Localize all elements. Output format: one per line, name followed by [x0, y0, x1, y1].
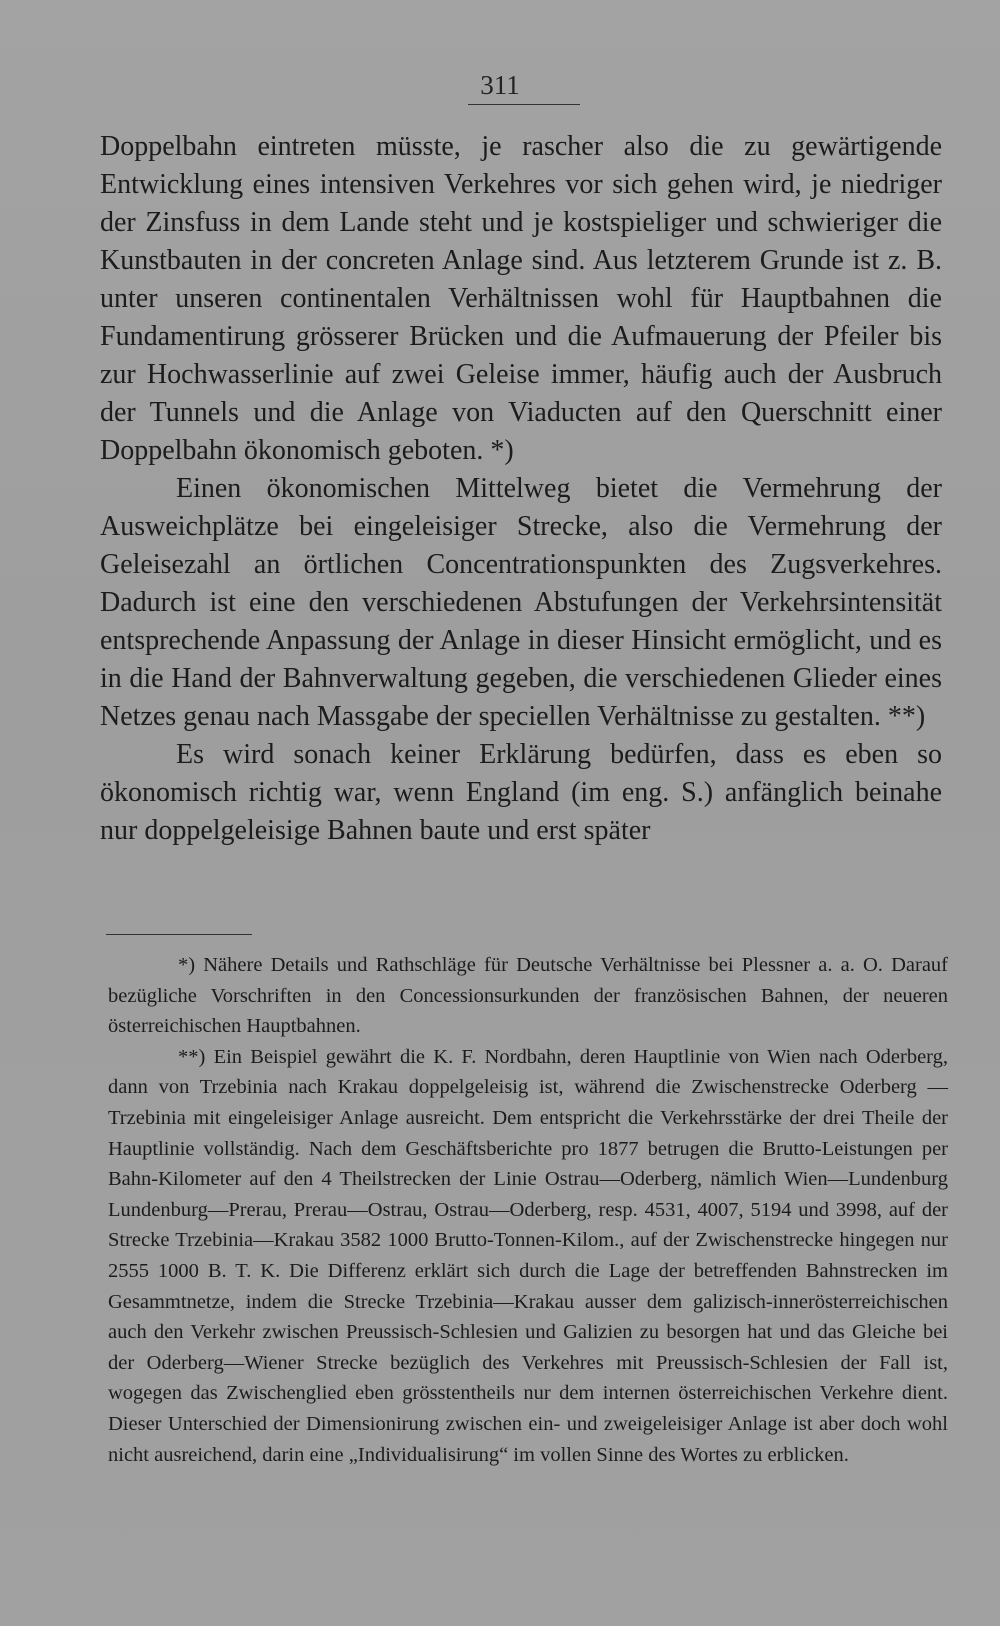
footnote-separator — [106, 934, 252, 935]
paragraph-1: Doppelbahn eintreten müsste, je rascher also die zu gewärtigende Entwicklung eines intensiven Verkehres vor sich gehen wird, je niedriger der Zinsfuss in dem Lande steht und je kostspieliger und schwieriger die Kunstbauten in der concreten Anlage sind. Aus letzterem Grunde ist z. B. unter unseren continentalen Verhältnissen wohl für Hauptbahnen die Fundamentirung grösserer Brücken und die Aufmauerung der Pfeiler bis zur Hochwasserlinie auf zwei Geleise immer, häufig auch der Ausbruch der Tunnels und die Anlage von Viaducten auf den Querschnitt einer Doppelbahn ökonomisch geboten. *) — [100, 131, 942, 466]
page-number-rule — [468, 104, 580, 105]
footnote-1: *) Nähere Details und Rathschläge für Deutsche Verhältnisse bei Plessner a. a. O. Darauf bezügliche Vorschriften in den Concessionsurkunden der französischen Bahnen, der neueren österreichischen Hauptbahnen. — [108, 954, 948, 1038]
footnote-2: **) Ein Beispiel gewährt die K. F. Nordbahn, deren Hauptlinie von Wien nach Oderberg, dann von Trzebinia nach Krakau doppelgeleisig ist, während die Zwischenstrecke Oderberg — Trzebinia mit eingeleisiger Anlage ausreicht. Dem entspricht die Verkehrsstärke der drei Theile der Hauptlinie vollständig. Nach dem Geschäftsberichte pro 1877 betrugen die Brutto-Leistungen per Bahn-Kilometer auf den 4 Theilstrecken der Linie Ostrau—Oderberg, nämlich Wien—Lundenburg Lundenburg—Prerau, Prerau—Ostrau, Ostrau—Oderberg, resp. 4531, 4007, 5194 und 3998, auf der Strecke Trzebinia—Krakau 3582 1000 Brutto-Tonnen-Kilom., auf der Zwischenstrecke hingegen nur 2555 1000 B. T. K. Die Differenz erklärt sich durch die Lage der betreffenden Bahnstrecken im Gesammtnetze, indem die Strecke Trzebinia—Krakau ausser dem galizisch-innerösterreichischen auch den Verkehr zwischen Preussisch-Schlesien und Galizien zu besorgen hat und das Gleiche bei der Oderberg—Wiener Strecke bezüglich des Verkehres mit Preussisch-Schlesien der Fall ist, wogegen das Zwischenglied eben grösstentheils nur dem internen österreichischen Verkehre dient. Dieser Unterschied der Dimensionirung zwischen ein- und zweigeleisiger Anlage ist aber doch wohl nicht ausreichend, darin eine „Individualisirung“ im vollen Sinne des Wortes zu erblicken. — [108, 1045, 948, 1466]
main-text — [100, 128, 942, 850]
paragraph-2: Einen ökonomischen Mittelweg bietet die Vermehrung der Ausweichplätze bei eingeleisiger Strecke, also die Vermehrung der Geleisezahl an örtlichen Concentrationspunkten des Zugsverkehres. Dadurch ist eine den verschiedenen Abstufungen der Verkehrsintensität entsprechende Anpassung der Anlage in dieser Hinsicht ermöglicht, und es in die Hand der Bahnverwaltung gegeben, die verschiedenen Glieder eines Netzes genau nach Massgabe der speciellen Verhältnisse zu gestalten. **) — [100, 473, 942, 732]
page-number: 311 — [480, 70, 520, 100]
footnotes — [108, 950, 948, 1470]
paragraph-3: Es wird sonach keiner Erklärung bedürfen, dass es eben so ökonomisch richtig war, wenn England (im eng. S.) anfänglich beinahe nur doppelgeleisige Bahnen baute und erst später — [100, 739, 942, 846]
